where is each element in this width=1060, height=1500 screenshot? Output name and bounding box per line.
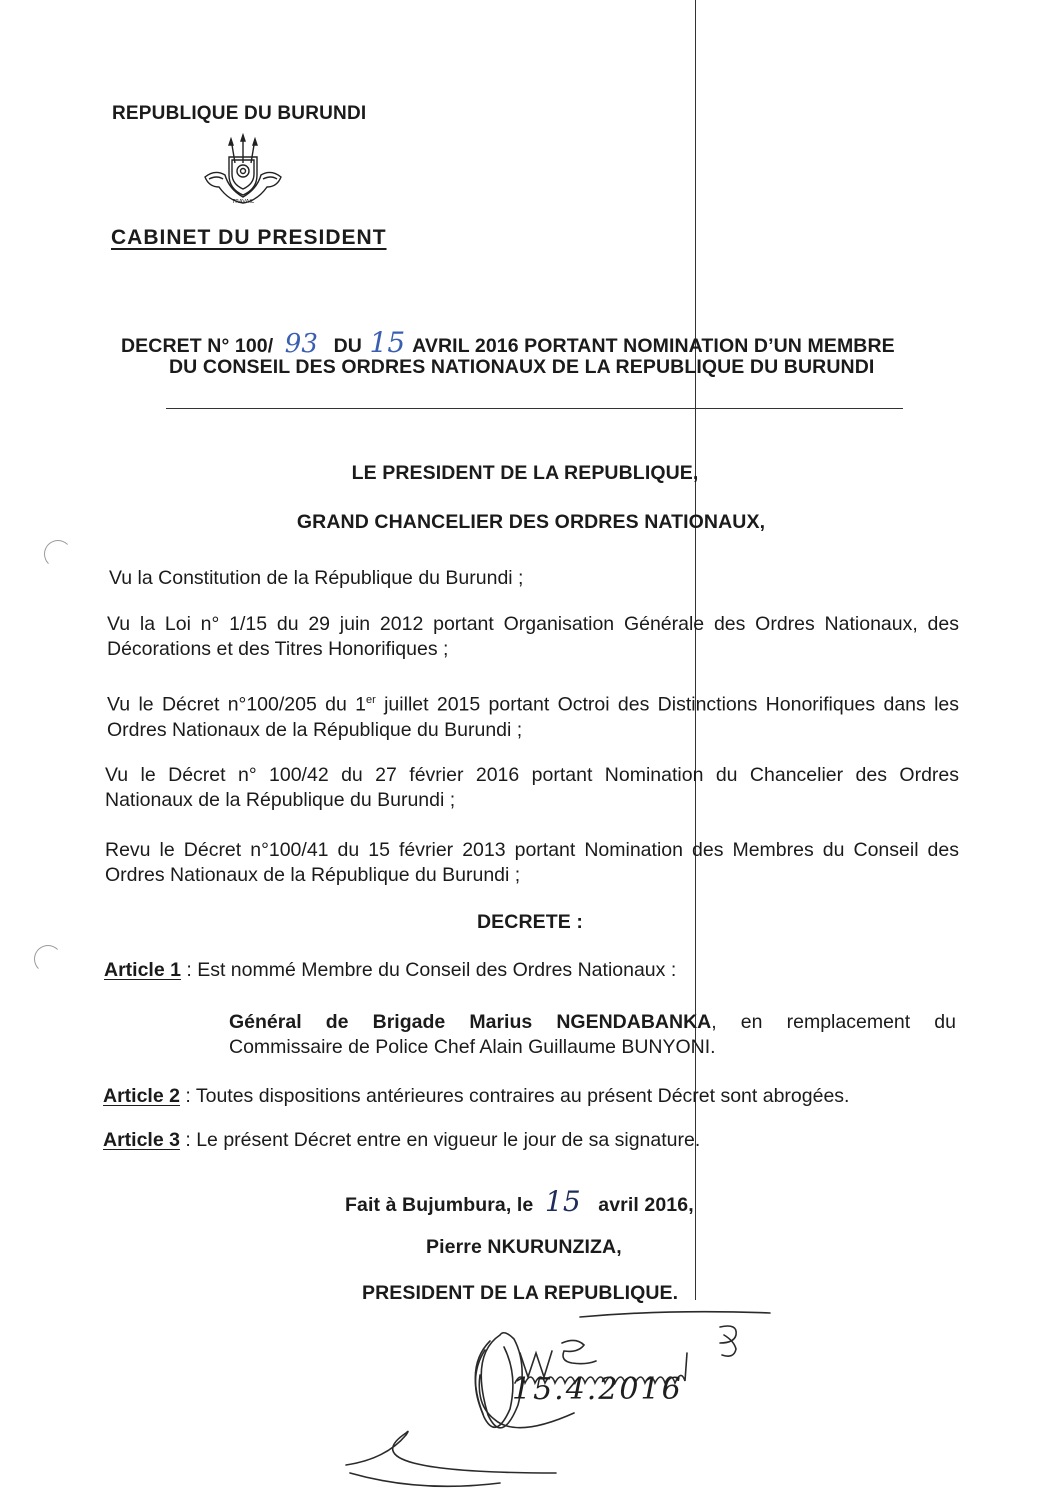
superscript: er <box>366 694 376 706</box>
article-2 <box>103 1084 849 1109</box>
republic-heading: REPUBLIQUE DU BURUNDI <box>112 103 367 124</box>
consideration-decree-205 <box>107 688 959 743</box>
signatory-name: Pierre NKURUNZIZA, <box>426 1236 622 1258</box>
punch-hole-mark <box>44 540 72 568</box>
place-date-suffix: avril 2016, <box>598 1194 694 1216</box>
decree-day-handwritten: 15 <box>369 326 406 359</box>
place-date-line <box>345 1185 694 1218</box>
preamble-president: LE PRESIDENT DE LA REPUBLIQUE, <box>351 462 699 484</box>
decree-title-line-2: DU CONSEIL DES ORDRES NATIONAUX DE LA REPUBLIQUE DU BURUNDI <box>169 356 875 378</box>
consideration-decree-42 <box>105 763 959 813</box>
cabinet-heading: CABINET DU PRESIDENT <box>111 226 387 249</box>
handwritten-date: 15.4.2016 <box>512 1372 683 1407</box>
consideration-line <box>107 688 959 718</box>
nominee-line: Commissaire de Police Chef Alain Guillaume BUNYONI. <box>229 1036 716 1058</box>
nominee-line-rest: , en remplacement du <box>711 1011 956 1033</box>
article-label: Article 1 <box>104 959 181 981</box>
decree-title-prefix: DECRET N° 100/ <box>121 335 274 357</box>
decree-title-rest: AVRIL 2016 PORTANT NOMINATION D’UN MEMBRE <box>412 335 895 357</box>
consideration-line: Ordres Nationaux de la République du Burundi ; <box>105 864 521 886</box>
decrete-heading: DECRETE : <box>477 911 583 933</box>
article-1 <box>104 958 676 983</box>
signatory-role: PRESIDENT DE LA REPUBLIQUE. <box>362 1282 679 1304</box>
article-3 <box>103 1128 700 1153</box>
decree-number-handwritten: 93 <box>284 329 319 359</box>
nominee-name: Général de Brigade Marius NGENDABANKA <box>229 1011 712 1033</box>
place-date-prefix: Fait à Bujumbura, le <box>345 1194 534 1216</box>
signature-day-handwritten: 15 <box>544 1185 581 1218</box>
consideration-line: Nationaux de la République du Burundi ; <box>105 789 456 811</box>
consideration-decree-41 <box>105 838 959 888</box>
punch-hole-mark <box>34 945 62 973</box>
article-label: Article 2 <box>103 1085 180 1107</box>
consideration-law <box>107 612 959 662</box>
svg-text:TRAVAIL: TRAVAIL <box>231 199 255 205</box>
consideration-line: Vu la Constitution de la République du Burundi ; <box>109 567 524 589</box>
article-label: Article 3 <box>103 1129 180 1151</box>
nominee-line <box>229 1010 956 1035</box>
handwritten-signature <box>340 1305 800 1495</box>
consideration-line-part: Vu le Décret n°100/205 du 1 <box>107 693 366 716</box>
preamble-chancellor: GRAND CHANCELIER DES ORDRES NATIONAUX, <box>296 511 766 533</box>
consideration-line: Décorations et des Titres Honorifiques ; <box>107 638 449 660</box>
article-text: : Le présent Décret entre en vigueur le jour de sa signature. <box>179 1129 701 1151</box>
decree-title-line-1 <box>121 326 895 359</box>
consideration-line: Ordres Nationaux de la République du Burundi ; <box>107 718 523 741</box>
article-text: : Toutes dispositions antérieures contraires au présent Décret sont abrogées. <box>179 1085 850 1107</box>
consideration-line-part: juillet 2015 portant Octroi des Distinctions Honorifiques dans les <box>375 693 959 716</box>
consideration-line: Vu la Loi n° 1/15 du 29 juin 2012 portant Organisation Générale des Ordres Nationaux, des <box>107 613 959 635</box>
title-divider <box>166 408 903 409</box>
coat-of-arms-icon <box>197 133 289 213</box>
consideration-line: Vu le Décret n° 100/42 du 27 février 2016 portant Nomination du Chancelier des Ordres <box>105 764 959 786</box>
consideration-constitution <box>109 566 959 591</box>
consideration-line: Revu le Décret n°100/41 du 15 février 2013 portant Nomination des Membres du Conseil des <box>105 839 959 861</box>
article-text: : Est nommé Membre du Conseil des Ordres Nationaux : <box>180 959 677 981</box>
nominee-paragraph <box>229 1010 956 1060</box>
decree-title-du: DU <box>333 335 362 357</box>
